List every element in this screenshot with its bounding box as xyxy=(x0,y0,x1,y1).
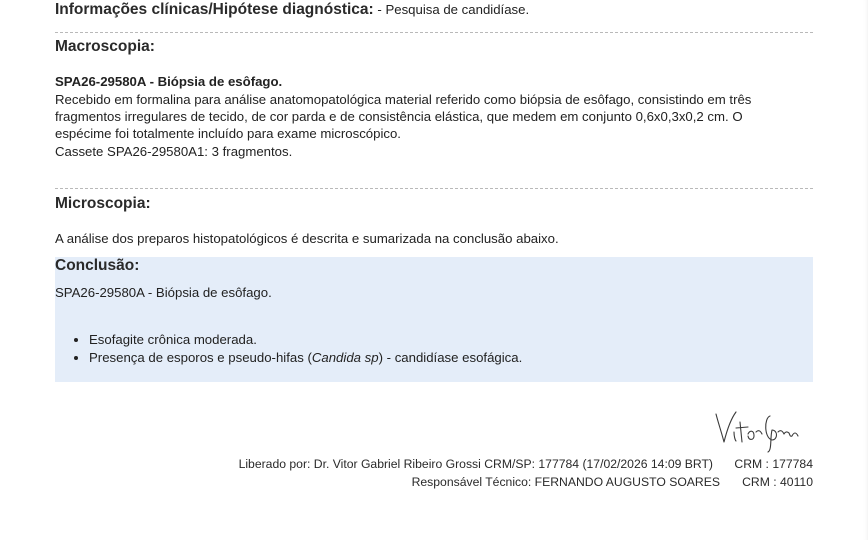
macroscopy-line-4: Cassete SPA26-29580A1: 3 fragmentos. xyxy=(55,144,293,159)
clinical-info-heading: Informações clínicas/Hipótese diagnóstica: xyxy=(55,1,374,18)
conclusion-heading: Conclusão: xyxy=(55,257,140,274)
macroscopy-line-1: Recebido em formalina para análise anatomopatológica material referido como biópsia de esôfago, consistindo em três xyxy=(55,92,752,107)
macroscopy-heading: Macroscopia: xyxy=(55,38,155,55)
finding-item xyxy=(89,349,522,367)
macroscopy-specimen: SPA26-29580A - Biópsia de esôfago. xyxy=(55,74,283,89)
released-by-crm: CRM : 177784 xyxy=(734,457,813,471)
finding-text-post: ) - candidíase esofágica. xyxy=(378,350,523,365)
conclusion-findings-list xyxy=(55,331,522,367)
finding-text: Esofagite crônica moderada. xyxy=(89,332,257,347)
microscopy-heading: Microscopia: xyxy=(55,195,151,212)
released-by: Liberado por: Dr. Vitor Gabriel Ribeiro Grossi CRM/SP: 177784 (17/02/2026 14:09 BRT) xyxy=(238,457,713,471)
finding-text-pre: Presença de esporos e pseudo-hifas ( xyxy=(89,350,312,365)
signature-image xyxy=(712,408,812,454)
section-divider xyxy=(55,32,813,33)
finding-item xyxy=(89,331,522,349)
microscopy-text: A análise dos preparos histopatológicos é descrita e sumarizada na conclusão abaixo. xyxy=(55,231,559,246)
clinical-info xyxy=(55,1,529,19)
section-divider xyxy=(55,188,813,189)
macroscopy-line-3: espécime foi totalmente incluído para exame microscópico. xyxy=(55,126,401,141)
clinical-info-value: - Pesquisa de candidíase. xyxy=(373,2,530,17)
macroscopy-line-2: fragmentos irregulares de tecido, de cor parda e de consistência elástica, que medem em conjunto 0,6x0,3x0,2 cm. O xyxy=(55,109,743,124)
technical-responsible: Responsável Técnico: FERNANDO AUGUSTO SOARES xyxy=(411,475,720,489)
technical-responsible-crm: CRM : 40110 xyxy=(742,475,813,489)
finding-organism: Candida sp xyxy=(311,350,379,365)
conclusion-specimen: SPA26-29580A - Biópsia de esôfago. xyxy=(55,285,272,300)
